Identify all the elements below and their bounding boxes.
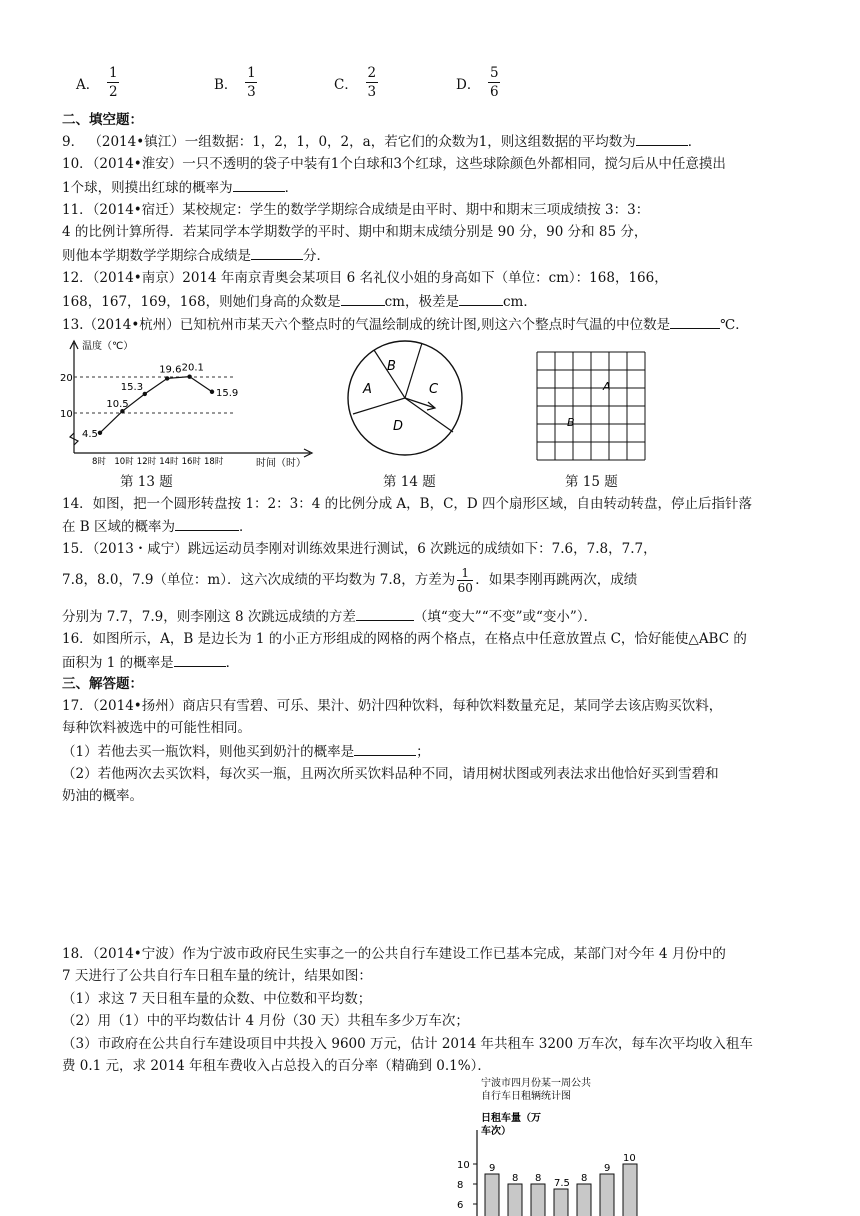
numerator: 1 bbox=[108, 65, 118, 81]
y-tick-20: 20 bbox=[60, 373, 73, 384]
bar bbox=[554, 1189, 568, 1216]
data-label: 15.3 bbox=[120, 381, 144, 393]
variance-fraction bbox=[457, 566, 473, 595]
question-18-part3-cont: 费 0.1 元，求 2014 年租车费收入占总投入的百分率（精确到 0.1%）． bbox=[62, 1058, 491, 1074]
bar bbox=[531, 1184, 545, 1216]
question-18-part3: （3）市政府在公共自行车建设项目中共投入 9600 万元，估计 2014 年共租车 3200 万车次，每车次平均收入租车 bbox=[62, 1036, 753, 1052]
bar-value-label: 8 bbox=[581, 1173, 588, 1184]
question-text: 在 B 区域的概率为 bbox=[62, 519, 176, 535]
denominator: 3 bbox=[247, 84, 256, 100]
question-text: 分别为 7.7，7.9，则李刚这 8 次跳远成绩的方差 bbox=[62, 609, 356, 625]
chart-title-line1: 宁波市四月份某一周公共 bbox=[481, 1078, 591, 1089]
data-point bbox=[187, 374, 191, 378]
bar bbox=[600, 1174, 614, 1216]
question-text: ℃． bbox=[720, 317, 749, 333]
x-tick-label: 12时 bbox=[136, 457, 157, 467]
question-17-part2: （2）若他两次去买饮料，每次买一瓶，且两次所买饮料品种不同，请用树状图或列表法求出他恰好买到雪碧和 bbox=[62, 766, 719, 782]
numerator: 2 bbox=[367, 65, 377, 81]
question-17-part2-cont: 奶油的概率。 bbox=[62, 788, 143, 804]
denominator: 6 bbox=[490, 84, 499, 100]
bike-rental-bar-chart bbox=[445, 1074, 665, 1216]
bar-value-label: 7.5 bbox=[554, 1178, 570, 1189]
option-fraction bbox=[245, 64, 257, 101]
question-11-cont: 4 的比例计算所得．若某同学本学期数学的平时、期中和期末成绩分别是 90 分，90 分和 85 分， bbox=[62, 224, 648, 240]
question-15-cont bbox=[62, 566, 637, 595]
question-14: 14．如图，把一个圆形转盘按 1：2：3：4 的比例分成 A，B，C，D 四个扇形区域，自由转动转盘，停止后指针落 bbox=[62, 496, 753, 512]
answer-blank[interactable] bbox=[356, 606, 414, 621]
x-axis-label: 时间（时） bbox=[256, 458, 306, 469]
pointer-arrow bbox=[405, 398, 435, 408]
answer-blank[interactable] bbox=[175, 516, 239, 531]
question-text: ．如果李刚再跳两次，成绩 bbox=[475, 572, 638, 588]
sector-label-d: D bbox=[393, 419, 404, 434]
figure-14-caption: 第 14 题 bbox=[383, 474, 436, 490]
y-axis-label-line1: 日租车量（万 bbox=[481, 1113, 541, 1124]
question-text: 则他本学期数学学期综合成绩是 bbox=[62, 248, 251, 264]
bar bbox=[577, 1184, 591, 1216]
bar bbox=[508, 1184, 522, 1216]
bar-value-label: 8 bbox=[512, 1173, 519, 1184]
chart-title-line2: 自行车日租辆统计图 bbox=[481, 1091, 571, 1102]
numerator: 5 bbox=[490, 65, 499, 81]
grid-point-b: B bbox=[567, 416, 575, 429]
data-label: 20.1 bbox=[181, 362, 204, 374]
x-tick-label: 16时 bbox=[181, 457, 201, 467]
question-text: ； bbox=[416, 744, 430, 760]
answer-blank[interactable] bbox=[174, 652, 226, 667]
question-18-part2: （2）用（1）中的平均数估计 4 月份（30 天）共租车多少万车次； bbox=[62, 1013, 469, 1029]
bar bbox=[485, 1174, 499, 1216]
option-letter: A． bbox=[76, 76, 100, 93]
figure-13-caption: 第 13 题 bbox=[120, 474, 173, 490]
temperature-series-line bbox=[190, 377, 212, 392]
question-text: 面积为 1 的概率是 bbox=[62, 655, 174, 671]
question-text: 1个球，则摸出红球的概率为 bbox=[62, 180, 233, 196]
data-label: 19.6 bbox=[159, 364, 182, 376]
grid-figure bbox=[535, 350, 647, 462]
question-12: 12．（2014•南京）2014 年南京青奥会某项目 6 名礼仪小姐的身高如下（单位：cm）：168，166， bbox=[62, 270, 668, 286]
question-text: 9． （2014•镇江）一组数据：1，2，1，0，2，a，若它们的众数为1，则这组数据的平均数为 bbox=[62, 134, 636, 150]
question-text: （1）若他去买一瓶饮料，则他买到奶汁的概率是 bbox=[62, 744, 355, 760]
question-text: 13.（2014•杭州）已知杭州市某天六个整点时的气温绘制成的统计图,则这六个整点时气温的中位数是 bbox=[62, 317, 671, 333]
answer-blank[interactable] bbox=[670, 314, 720, 329]
question-text: cm，极差是 bbox=[384, 294, 459, 310]
question-16: 16．如图所示，A，B 是边长为 1 的小正方形组成的网格的两个格点，在格点中任意放置点 C，恰好能使△ABC 的 bbox=[62, 631, 747, 647]
data-point bbox=[143, 392, 147, 396]
option-fraction bbox=[366, 64, 378, 101]
figure-15-caption: 第 15 题 bbox=[565, 474, 618, 490]
question-text: 7.8，8.0，7.9（单位：m）．这六次成绩的平均数为 7.8，方差为 bbox=[62, 572, 456, 588]
question-15: 15．（2013・咸宁）跳远运动员李刚对训练效果进行测试，6 次跳远的成绩如下：7.6，7.8，7.7， bbox=[62, 541, 657, 557]
question-13 bbox=[62, 314, 749, 335]
option-fraction bbox=[107, 64, 119, 101]
data-label: 4.5 bbox=[82, 428, 98, 440]
sector-boundary bbox=[353, 398, 405, 414]
temperature-line-chart bbox=[60, 335, 320, 470]
data-point bbox=[165, 376, 169, 380]
answer-blank[interactable] bbox=[251, 245, 303, 260]
question-text: cm． bbox=[502, 294, 537, 310]
option-b bbox=[214, 64, 257, 101]
sector-label-c: C bbox=[429, 382, 439, 397]
question-14-cont: 在 B 区域的概率为 ． bbox=[62, 516, 253, 537]
y-axis-label: 温度（℃） bbox=[82, 341, 134, 352]
denominator: 2 bbox=[108, 84, 118, 100]
denominator: 60 bbox=[457, 581, 473, 595]
option-d bbox=[456, 64, 500, 101]
question-11-cont bbox=[62, 245, 330, 266]
data-label: 10.5 bbox=[106, 399, 129, 411]
question-17: 17．（2014•扬州）商店只有雪碧、可乐、果汁、奶汁四种饮料，每种饮料数量充足，某同学去该店购买饮料， bbox=[62, 698, 723, 714]
data-label: 15.9 bbox=[216, 387, 239, 399]
bar bbox=[623, 1164, 637, 1216]
y-tick-label: 10 bbox=[457, 1160, 470, 1171]
question-9: 9． （2014•镇江）一组数据：1，2，1，0，2，a，若它们的众数为1，则这组数据的平均数为 ． bbox=[62, 131, 701, 152]
y-tick-label: 6 bbox=[457, 1200, 464, 1211]
sector-label-a: A bbox=[363, 382, 372, 397]
bar-value-label: 10 bbox=[623, 1153, 636, 1164]
question-12-cont bbox=[62, 291, 537, 312]
sector-boundary bbox=[405, 343, 422, 398]
option-fraction bbox=[488, 64, 500, 101]
sector-label-b: B bbox=[387, 359, 396, 374]
question-17-cont: 每种饮料被选中的可能性相同。 bbox=[62, 720, 251, 736]
section-heading: 二、填空题： bbox=[62, 112, 143, 128]
answer-blank[interactable] bbox=[233, 177, 285, 192]
question-18: 18．（2014•宁波）作为宁波市政府民生实事之一的公共自行车建设工作已基本完成，某部门对今年 4 月份中的 bbox=[62, 946, 726, 962]
numerator: 1 bbox=[247, 65, 256, 81]
x-tick-label: 10时 bbox=[114, 457, 134, 467]
data-point bbox=[98, 431, 102, 435]
spinner-pie-figure bbox=[345, 338, 465, 458]
question-15-cont bbox=[62, 606, 597, 627]
question-10-cont: 1个球，则摸出红球的概率为 ． bbox=[62, 177, 298, 198]
question-text: （填“变大”“不变”或“变小”）． bbox=[413, 609, 598, 625]
bar-value-label: 8 bbox=[535, 1173, 542, 1184]
answer-blank[interactable] bbox=[354, 741, 416, 756]
bar-value-label: 9 bbox=[489, 1163, 496, 1174]
question-16-cont: 面积为 1 的概率是 ． bbox=[62, 652, 239, 673]
sector-boundary bbox=[374, 350, 405, 398]
bar-value-label: 9 bbox=[604, 1163, 611, 1174]
option-letter: B． bbox=[214, 76, 238, 93]
option-letter: D． bbox=[456, 76, 481, 93]
x-tick-label: 14时 bbox=[159, 457, 179, 467]
numerator: 1 bbox=[461, 566, 470, 580]
grid-point-a: A bbox=[603, 380, 611, 393]
section-heading: 三、解答题： bbox=[62, 676, 143, 692]
question-11: 11．（2014•宿迁）某校规定：学生的数学学期综合成绩是由平时、期中和期末三项成绩按 3：3： bbox=[62, 202, 650, 218]
answer-blank[interactable] bbox=[636, 131, 688, 146]
answer-blank[interactable] bbox=[341, 291, 385, 306]
y-tick-label: 8 bbox=[457, 1180, 464, 1191]
question-18-part1: （1）求这 7 天日租车量的众数、中位数和平均数； bbox=[62, 991, 372, 1007]
x-tick-label: 18时 bbox=[204, 457, 224, 467]
y-axis-label-line2: 车次） bbox=[481, 1126, 511, 1137]
question-17-part1 bbox=[62, 741, 430, 762]
option-letter: C． bbox=[334, 76, 358, 93]
question-18-cont: 7 天进行了公共自行车日租车量的统计，结果如图： bbox=[62, 968, 372, 984]
data-point bbox=[210, 390, 214, 394]
option-a bbox=[76, 64, 119, 101]
question-text: 168，167，169，168，则她们身高的众数是 bbox=[62, 294, 341, 310]
x-tick-label: 8时 bbox=[92, 457, 106, 467]
question-10: 10．（2014•淮安）一只不透明的袋子中装有1个白球和3个红球，这些球除颜色外都相同，搅匀后从中任意摸出 bbox=[62, 156, 726, 172]
denominator: 3 bbox=[367, 84, 377, 100]
y-tick-10: 10 bbox=[60, 409, 73, 420]
option-c bbox=[334, 64, 378, 101]
question-text: 分． bbox=[303, 248, 330, 264]
answer-blank[interactable] bbox=[459, 291, 503, 306]
